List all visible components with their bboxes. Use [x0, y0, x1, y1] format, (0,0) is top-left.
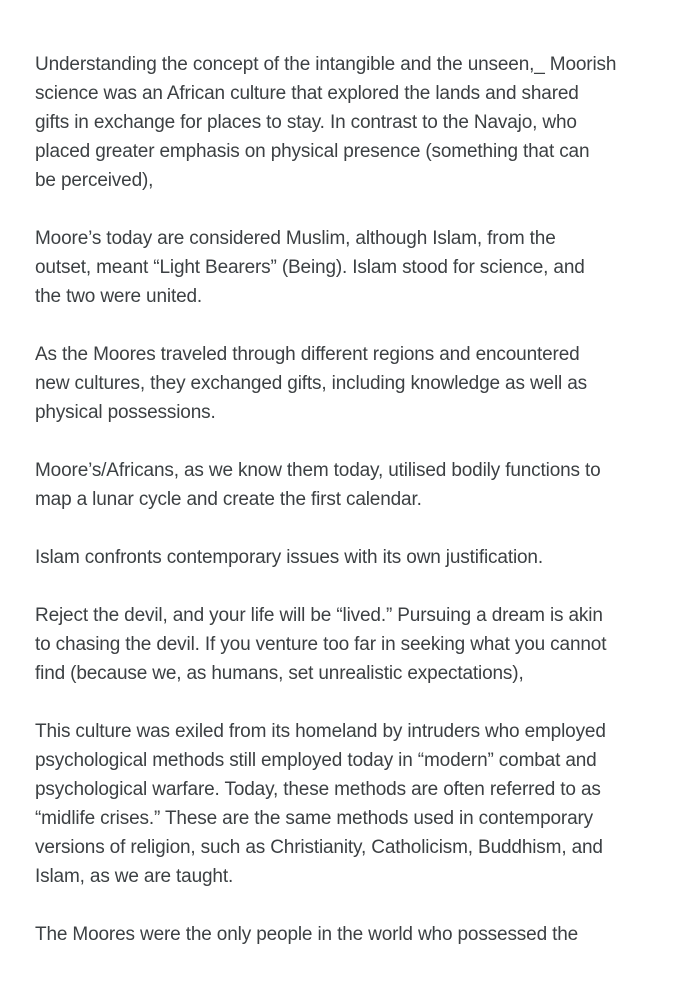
- text-line: Islam confronts contemporary issues with its own justification.: [35, 547, 543, 568]
- paragraph: [35, 224, 671, 311]
- text-line: The Moores were the only people in the world who possessed the: [35, 924, 579, 945]
- text-line: This culture was exiled from its homeland by intruders who employed: [35, 721, 606, 742]
- text-line: versions of religion, such as Christianity, Catholicism, Buddhism, and: [35, 837, 603, 858]
- text-line: be perceived),: [35, 170, 154, 191]
- text-line: Reject the devil, and your life will be “lived.” Pursuing a dream is akin: [35, 605, 603, 626]
- text-line: new cultures, they exchanged gifts, including knowledge as well as: [35, 373, 587, 394]
- text-line: physical possessions.: [35, 402, 216, 423]
- text-line: Islam, as we are taught.: [35, 866, 234, 887]
- text-line: find (because we, as humans, set unrealistic expectations),: [35, 663, 524, 684]
- text-line: placed greater emphasis on physical presence (something that can: [35, 141, 590, 162]
- paragraph: [35, 920, 671, 949]
- text-line: the two were united.: [35, 286, 203, 307]
- paragraph: [35, 717, 671, 891]
- text-line: Moore’s/Africans, as we know them today, utilised bodily functions to: [35, 460, 601, 481]
- text-line: outset, meant “Light Bearers” (Being). Islam stood for science, and: [35, 257, 585, 278]
- text-line: gifts in exchange for places to stay. In contrast to the Navajo, who: [35, 112, 577, 133]
- text-line: to chasing the devil. If you venture too far in seeking what you cannot: [35, 634, 607, 655]
- text-line: psychological warfare. Today, these methods are often referred to as: [35, 779, 601, 800]
- text-line: Moore’s today are considered Muslim, although Islam, from the: [35, 228, 556, 249]
- text-line: As the Moores traveled through different regions and encountered: [35, 344, 580, 365]
- text-line: map a lunar cycle and create the first calendar.: [35, 489, 422, 510]
- paragraph: [35, 543, 671, 572]
- paragraph: [35, 601, 671, 688]
- text-line: Understanding the concept of the intangible and the unseen,_ Moorish: [35, 54, 617, 75]
- document-text: [35, 50, 671, 949]
- text-line: science was an African culture that explored the lands and shared: [35, 83, 579, 104]
- text-line: psychological methods still employed today in “modern” combat and: [35, 750, 597, 771]
- paragraph: [35, 340, 671, 427]
- paragraph: [35, 50, 671, 195]
- text-line: “midlife crises.” These are the same methods used in contemporary: [35, 808, 594, 829]
- paragraph: [35, 456, 671, 514]
